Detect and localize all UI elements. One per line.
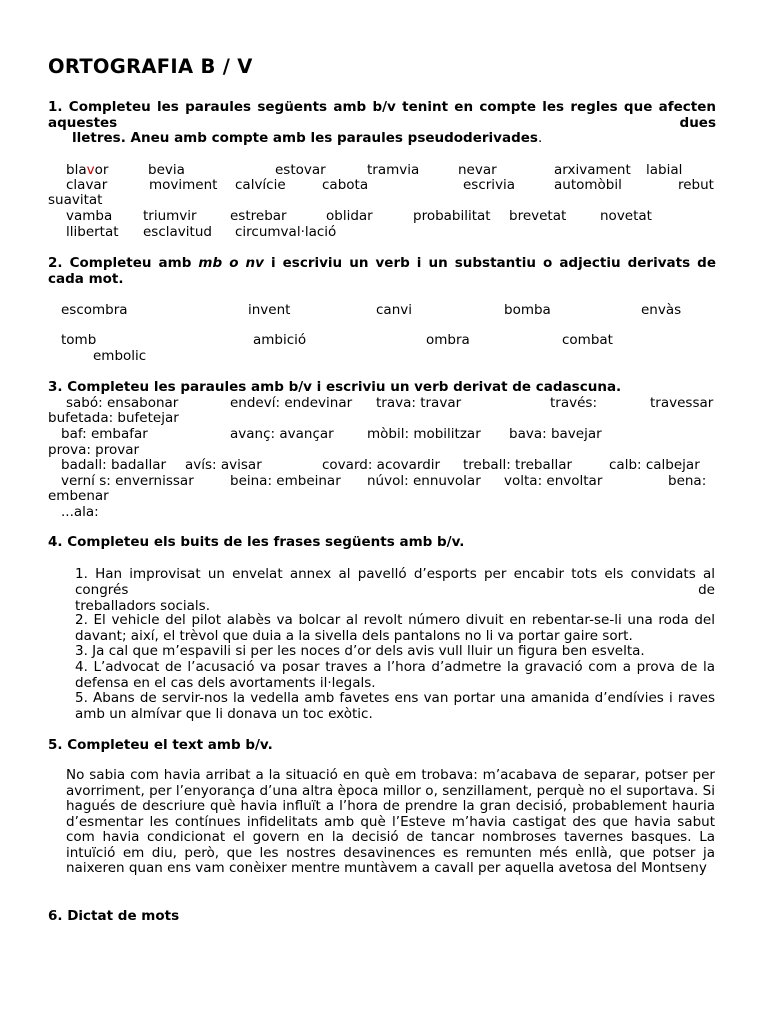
section-4-heading: 4. Completeu els buits de les frases següents amb b/v. — [48, 534, 465, 550]
word-blavor-pre: bla — [66, 162, 87, 178]
section-2-heading-b: i escriviu un verb i un substantiu o adjectiu derivats de cada mot. — [48, 255, 716, 287]
page-title: ORTOGRAFIA B / V — [48, 55, 253, 78]
s5-text: No sabia com havia arribat a la situació en què em trobava: m’acabava de separar, potser per avorriment, per l’enyorança d’una altra època millor o, senzillament, perquè no el suportava. Si hagués de descriure què havia influït a l’hora de prendre la gran decisió, probablement hauria d’esmentar les contínues infidelitats amb què l’Esteve m’havia castigat des que havia sabut com havia condicionat el govern en la decisió de tancar nombroses tavernes basques. La intuïció em diu, però, que les nostres desavinences es remunten més enllà, que potser ja naixeren quan ens vam conèixer mentre muntàvem a cavall per aquella avetosa del Montseny — [66, 767, 715, 876]
s3-pair: baf: embafar — [61, 426, 148, 442]
s4-sentence-2: 2. El vehicle del pilot alabès va bolcar al revolt número divuit en rebentar-se-li una roda del davant; així, el trèvol que duia a la sivella dels pantalons no li va portar gaire sort. — [75, 612, 715, 644]
s2-word: combat — [562, 332, 613, 348]
section-2-heading — [48, 256, 716, 287]
s2-word: canvi — [376, 302, 412, 318]
s2-word: tomb — [61, 332, 97, 348]
s2-word: ombra — [426, 332, 470, 348]
s1-word: nevar — [458, 162, 497, 178]
s1-word: llibertat — [66, 224, 119, 240]
s1-word: oblidar — [326, 208, 373, 224]
s3-pair: badall: badallar — [61, 457, 167, 473]
s1-word: vamba — [66, 208, 113, 224]
s3-pair: treball: treballar — [463, 457, 573, 473]
s1-word: moviment — [149, 177, 218, 193]
s4-sentence-4: 4. L’advocat de l’acusació va posar traves a l’hora d’admetre la gravació com a prova de la defensa en el cas dels avortaments il·legals. — [75, 659, 715, 691]
s1-word: tramvia — [367, 162, 420, 178]
s1-word: escrivia — [463, 177, 516, 193]
s3-pair: volta: envoltar — [504, 473, 603, 489]
s1-word: brevetat — [509, 208, 567, 224]
s2-word: escombra — [61, 302, 128, 318]
s1-word: rebut — [678, 177, 714, 193]
s3-pair: núvol: ennuvolar — [367, 473, 481, 489]
section-1-heading-line1: 1. Completeu les paraules següents amb b/v tenint en compte les regles que afecten aquestes dues — [48, 99, 716, 131]
s3-pair: ...ala: — [61, 504, 99, 520]
word-blavor-post: or — [94, 162, 109, 178]
s1-word: novetat — [600, 208, 652, 224]
s2-word: ambició — [253, 332, 307, 348]
s1-word: clavar — [66, 177, 108, 193]
s2-word: embolic — [93, 348, 147, 364]
s4-sentence-3: 3. Ja cal que m’espavili si per les noces d’or dels avis vull lluir un figura ben esvelta. — [75, 643, 645, 659]
s3-pair: sabó: ensabonar — [66, 395, 179, 411]
section-6-heading: 6. Dictat de mots — [48, 908, 180, 924]
s4-sentence-5: 5. Abans de servir-nos la vedella amb favetes ens van portar una amanida d’endívies i raves amb un almívar que li donava un toc exòtic. — [75, 690, 715, 722]
s3-pair: covard: acovardir — [322, 457, 441, 473]
section-1-heading-line2 — [72, 130, 542, 146]
s3-pair: bava: bavejar — [509, 426, 602, 442]
s3-pair: avanç: avançar — [230, 426, 334, 442]
s1-word: arxivament — [554, 162, 631, 178]
s2-word: invent — [248, 302, 291, 318]
section-1-heading-line2-bold: lletres. Aneu amb compte amb les paraules pseudoderivades — [72, 130, 538, 146]
word-blavor — [66, 162, 108, 178]
s4-sentence-1b: treballadors socials. — [75, 598, 210, 614]
section-1-heading-line2-end: . — [537, 130, 543, 146]
s1-word: esclavitud — [143, 224, 212, 240]
s1-word: estovar — [275, 162, 326, 178]
s3-pair: mòbil: mobilitzar — [367, 426, 481, 442]
s3-pair: bena: — [668, 473, 707, 489]
s3-pair: beina: embeinar — [230, 473, 341, 489]
s4-sentence-1a: 1. Han improvisat un envelat annex al pavelló d’esports per encabir tots els convidats al congrés de — [75, 566, 715, 598]
s1-word: probabilitat — [413, 208, 491, 224]
s3-pair: bufetada: bufetejar — [48, 410, 179, 426]
s3-pair: través: — [550, 395, 597, 411]
s1-word: labial — [646, 162, 683, 178]
section-5-heading: 5. Completeu el text amb b/v. — [48, 737, 273, 753]
s1-word: calvície — [235, 177, 286, 193]
s3-pair: endeví: endevinar — [230, 395, 353, 411]
s1-word: cabota — [322, 177, 369, 193]
section-3-heading: 3. Completeu les paraules amb b/v i escriviu un verb derivat de cadascuna. — [48, 379, 622, 395]
section-2-heading-italic: mb o nv — [198, 255, 264, 271]
s3-pair: travessar — [650, 395, 714, 411]
s3-pair: calb: calbejar — [609, 457, 700, 473]
s1-word: circumval·lació — [235, 224, 337, 240]
s1-word: automòbil — [554, 177, 622, 193]
section-2-heading-a: 2. Completeu amb — [48, 255, 199, 271]
s1-word: triumvir — [143, 208, 197, 224]
s1-word: bevia — [148, 162, 185, 178]
s1-word: estrebar — [230, 208, 287, 224]
section-1-heading — [48, 100, 716, 131]
word-blavor-highlight: v — [86, 162, 95, 178]
s3-pair: embenar — [48, 488, 109, 504]
s3-pair: avís: avisar — [185, 457, 262, 473]
s3-pair: prova: provar — [48, 442, 140, 458]
s2-word: envàs — [641, 302, 682, 318]
s3-pair: trava: travar — [376, 395, 462, 411]
s2-word: bomba — [504, 302, 551, 318]
s3-pair: verní s: envernissar — [61, 473, 194, 489]
s1-word: suavitat — [48, 192, 103, 208]
